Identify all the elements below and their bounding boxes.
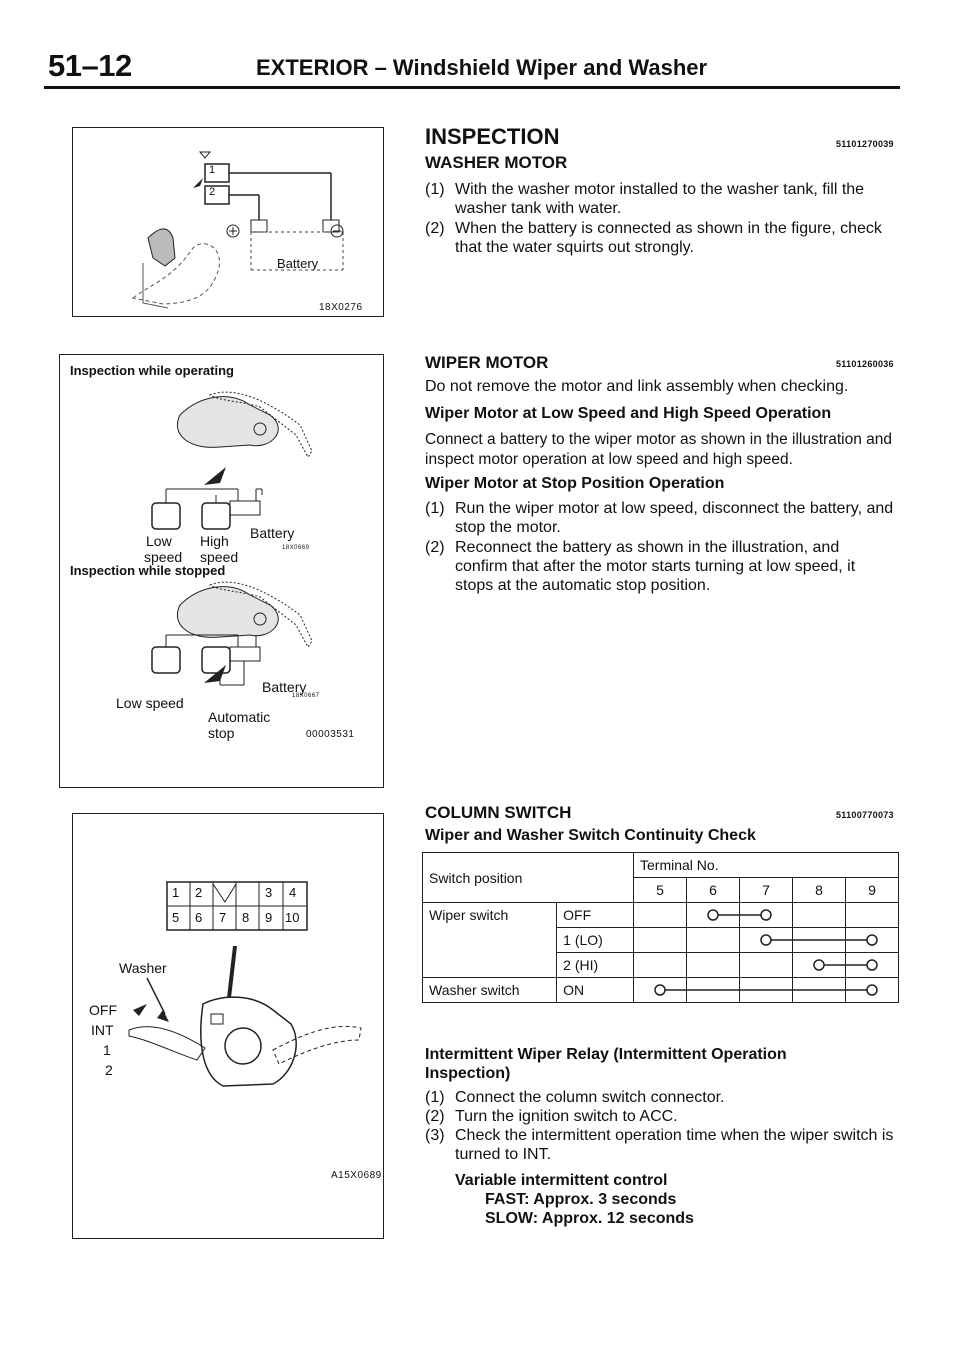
wiper-label-high: High <box>200 533 229 549</box>
column-figure-code: A15X0689 <box>331 1170 382 1181</box>
connector-bottom-6: 6 <box>195 910 203 925</box>
row-position-off: OFF <box>557 903 634 928</box>
row-position-hi: 2 (HI) <box>557 953 634 978</box>
connector-bottom-10: 10 <box>285 910 300 925</box>
switch-position-int: INT <box>91 1022 114 1038</box>
intermittent-heading-2: Inspection) <box>425 1065 511 1082</box>
washer-figure-code: 18X0276 <box>319 302 363 313</box>
connector-bottom-8: 8 <box>242 910 250 925</box>
wiper-fig-title-operating: Inspection while operating <box>70 363 234 378</box>
intermittent-step-1: (1) Connect the column switch connector. <box>425 1089 725 1106</box>
column-washer-label: Washer <box>119 960 167 976</box>
intermittent-heading-1: Intermittent Wiper Relay (Intermittent Operation <box>425 1046 787 1063</box>
continuity-terminal-mark <box>867 985 877 995</box>
connector-top-3: 3 <box>265 885 273 900</box>
row-position-on: ON <box>557 978 634 1003</box>
terminal-7: 7 <box>740 878 793 903</box>
connector-top-2: 2 <box>195 885 203 900</box>
wiper-step-1: (1) Run the wiper motor at low speed, disconnect the battery, and stop the motor. <box>425 500 894 536</box>
inspection-heading: INSPECTION <box>425 124 560 149</box>
wiper-label-battery-1: Battery <box>250 525 295 541</box>
wiper-label-stop: stop <box>208 725 235 741</box>
column-switch-heading: COLUMN SWITCH <box>425 803 572 822</box>
col-terminal-no: Terminal No. <box>634 853 899 878</box>
wiper-fig-title-stopped: Inspection while stopped <box>70 563 226 578</box>
washer-terminal-1: 1 <box>209 164 216 176</box>
continuity-terminal-mark <box>867 960 877 970</box>
switch-position-off: OFF <box>89 1002 117 1018</box>
wiper-label-low: Low <box>146 533 172 549</box>
column-switch-subheading: Wiper and Washer Switch Continuity Check <box>425 827 756 844</box>
row-group-washer: Washer switch <box>423 978 557 1003</box>
wiper-sub2-heading: Wiper Motor at Stop Position Operation <box>425 475 725 492</box>
wiper-label-speed-low: speed <box>144 549 183 565</box>
terminal-5: 5 <box>634 878 687 903</box>
wiper-label-speed-high: speed <box>200 549 239 565</box>
connector-bottom-7: 7 <box>219 910 227 925</box>
terminal-6: 6 <box>687 878 740 903</box>
wiper-code-b: 18X0667 <box>292 693 320 699</box>
wiper-step-2: (2) Reconnect the battery as shown in the illustration, and confirm that after the motor starts turning at low speed, it stops at the automatic stop position. <box>425 539 856 594</box>
wiper-motor-note: Do not remove the motor and link assembly when checking. <box>425 378 849 395</box>
intermittent-step-3: (3) Check the intermittent operation time when the wiper switch is turned to INT. <box>425 1127 894 1163</box>
washer-step-2: (2) When the battery is connected as shown in the figure, check that the water squirts out strongly. <box>425 220 882 256</box>
intermittent-step-2: (2) Turn the ignition switch to ACC. <box>425 1108 678 1125</box>
row-group-wiper: Wiper switch <box>423 903 557 978</box>
connector-top-1: 1 <box>172 885 180 900</box>
continuity-terminal-mark <box>708 910 718 920</box>
continuity-terminal-mark <box>655 985 665 995</box>
variable-control-title: Variable intermittent control <box>455 1172 668 1189</box>
wiper-label-battery-2: Battery <box>262 679 307 695</box>
continuity-terminal-mark <box>761 910 771 920</box>
terminal-8: 8 <box>793 878 846 903</box>
page-number: 51–12 <box>48 48 132 83</box>
page-title: EXTERIOR – Windshield Wiper and Washer <box>256 55 708 80</box>
continuity-terminal-mark <box>867 935 877 945</box>
continuity-terminal-mark <box>814 960 824 970</box>
connector-bottom-9: 9 <box>265 910 273 925</box>
col-switch-position: Switch position <box>423 853 634 903</box>
switch-position-2: 2 <box>105 1062 113 1078</box>
column-switch-code: 51100770073 <box>836 810 894 820</box>
wiper-motor-heading: WIPER MOTOR <box>425 353 549 372</box>
washer-battery-label: Battery <box>277 256 319 271</box>
variable-slow: SLOW: Approx. 12 seconds <box>485 1210 694 1227</box>
wiper-code-a: 18X0669 <box>282 545 310 551</box>
inspection-code: 51101270039 <box>836 139 894 149</box>
wiper-motor-code: 51101260036 <box>836 359 894 369</box>
connector-bottom-5: 5 <box>172 910 180 925</box>
wiper-sub1-text: Connect a battery to the wiper motor as shown in the illustration and inspect motor operation at low speed and high speed. <box>425 431 892 468</box>
terminal-9: 9 <box>846 878 899 903</box>
wiper-label-low-speed-stopped: Low speed <box>116 695 184 711</box>
wiper-figure-code: 00003531 <box>306 729 355 740</box>
wiper-sub1-heading: Wiper Motor at Low Speed and High Speed Operation <box>425 405 832 422</box>
wiper-label-automatic: Automatic <box>208 709 271 725</box>
switch-position-1: 1 <box>103 1042 111 1058</box>
washer-step-1: (1) With the washer motor installed to the washer tank, fill the washer tank with water. <box>425 181 865 217</box>
row-position-lo: 1 (LO) <box>557 928 634 953</box>
variable-fast: FAST: Approx. 3 seconds <box>485 1191 677 1208</box>
connector-top-4: 4 <box>289 885 297 900</box>
washer-motor-heading: WASHER MOTOR <box>425 153 568 172</box>
washer-terminal-2: 2 <box>209 186 216 198</box>
continuity-terminal-mark <box>761 935 771 945</box>
